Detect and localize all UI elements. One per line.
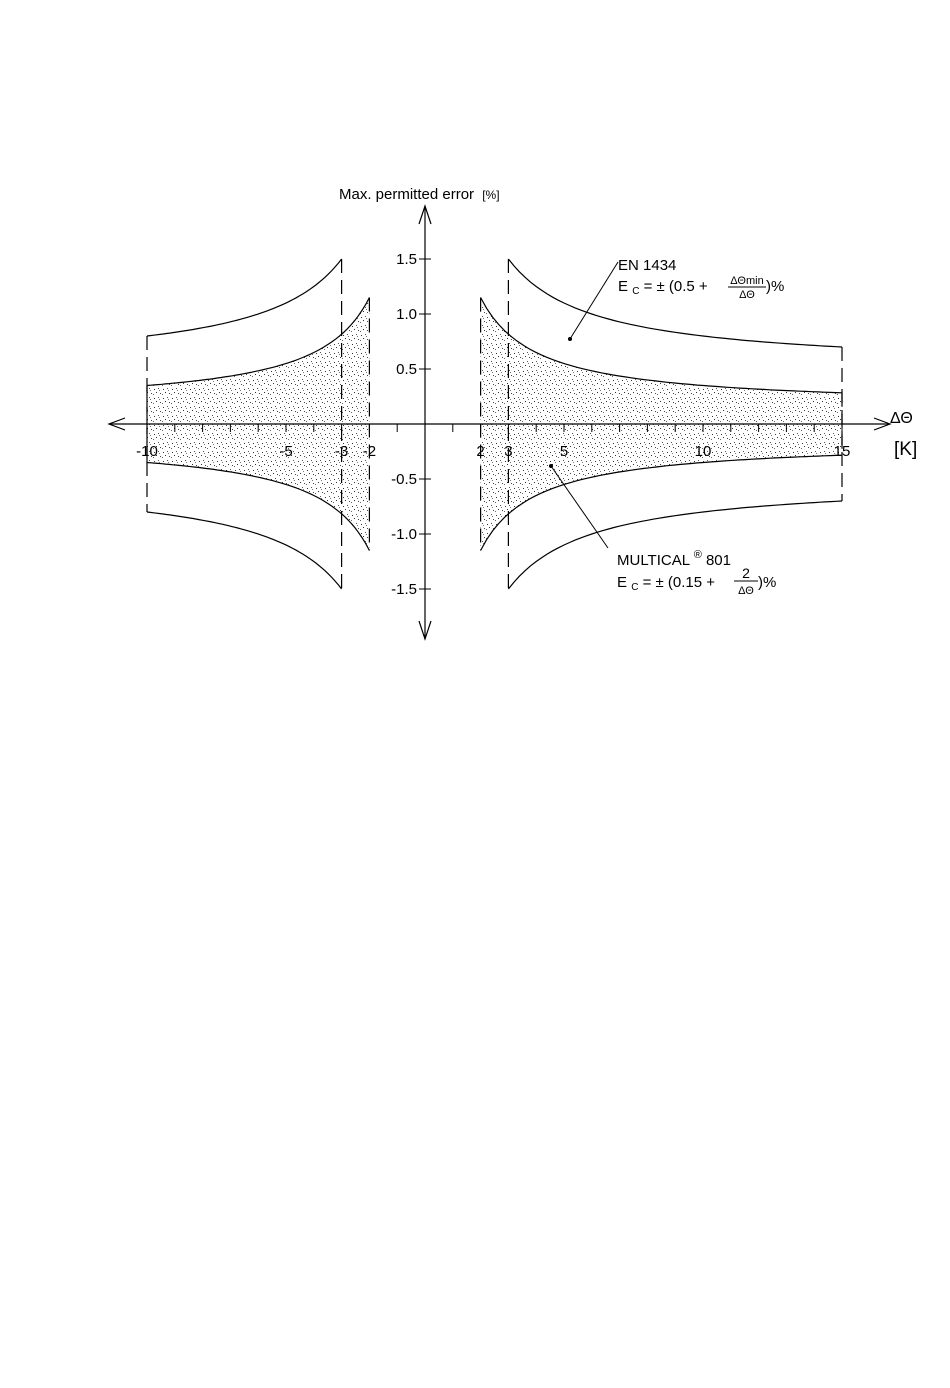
y-axis-title-text: Max. permitted error [339,186,475,203]
y-tick-label-0.5: 0.5 [396,361,417,378]
x-tick-label--2: -2 [362,443,377,460]
en1434-eq-numerator: ΔΘmin [730,275,764,287]
multical-eq-mid: = ± (0.15 + [642,574,716,591]
multical-eq-numerator: 2 [742,565,750,581]
y-tick-label-1.0: 1.0 [396,306,417,323]
multical-title-rest: 801 [705,552,731,569]
multical-eq-denominator: ΔΘ [738,585,754,597]
en1434-eq-suffix: )% [766,278,785,295]
x-tick-label-3: 3 [504,443,513,460]
en1434-title: EN 1434 [618,257,677,274]
en1434-leader-dot [568,337,572,341]
x-tick-label--3: -3 [334,443,349,460]
x-axis-title: ΔΘ [890,410,913,427]
x-tick-label-2: 2 [476,443,485,460]
en1434-equation [618,278,708,298]
x-axis-unit: [K] [894,439,918,460]
en1434-leader-line [570,262,618,339]
y-tick-label-1.5: 1.5 [396,251,417,268]
x-tick-label-5: 5 [559,443,569,460]
y-tick-label--1.5: -1.5 [391,581,417,598]
multical-title-sup: ® [693,549,702,561]
en1434-annotation [568,257,784,341]
multical-eq-sub: C [631,582,639,593]
y-tick-label--0.5: -0.5 [391,471,417,488]
y-axis-unit: [%] [482,188,500,202]
multical-title [617,545,731,569]
en1434-eq-mid: = ± (0.5 + [643,278,708,295]
multical-equation [617,574,715,594]
en1434-eq-denominator: ΔΘ [739,289,755,301]
multical-leader-dot [549,464,553,468]
multical-eq-prefix: E [617,574,628,591]
multical-annotation [549,464,776,597]
y-axis-title [339,186,500,203]
x-tick-label-10: 10 [694,443,712,460]
en1434-lower-curve-negative [147,512,342,589]
multical-title-text: MULTICAL [617,552,690,569]
x-tick-label--5: -5 [279,443,293,460]
en1434-eq-sub: C [632,286,640,297]
en1434-eq-prefix: E [618,278,629,295]
x-tick-label-15: 15 [833,443,851,460]
x-tick-label--10: -10 [136,443,158,460]
y-tick-label--1.0: -1.0 [391,526,417,543]
multical-eq-suffix: )% [758,574,777,591]
en1434-upper-curve-negative [147,259,342,336]
